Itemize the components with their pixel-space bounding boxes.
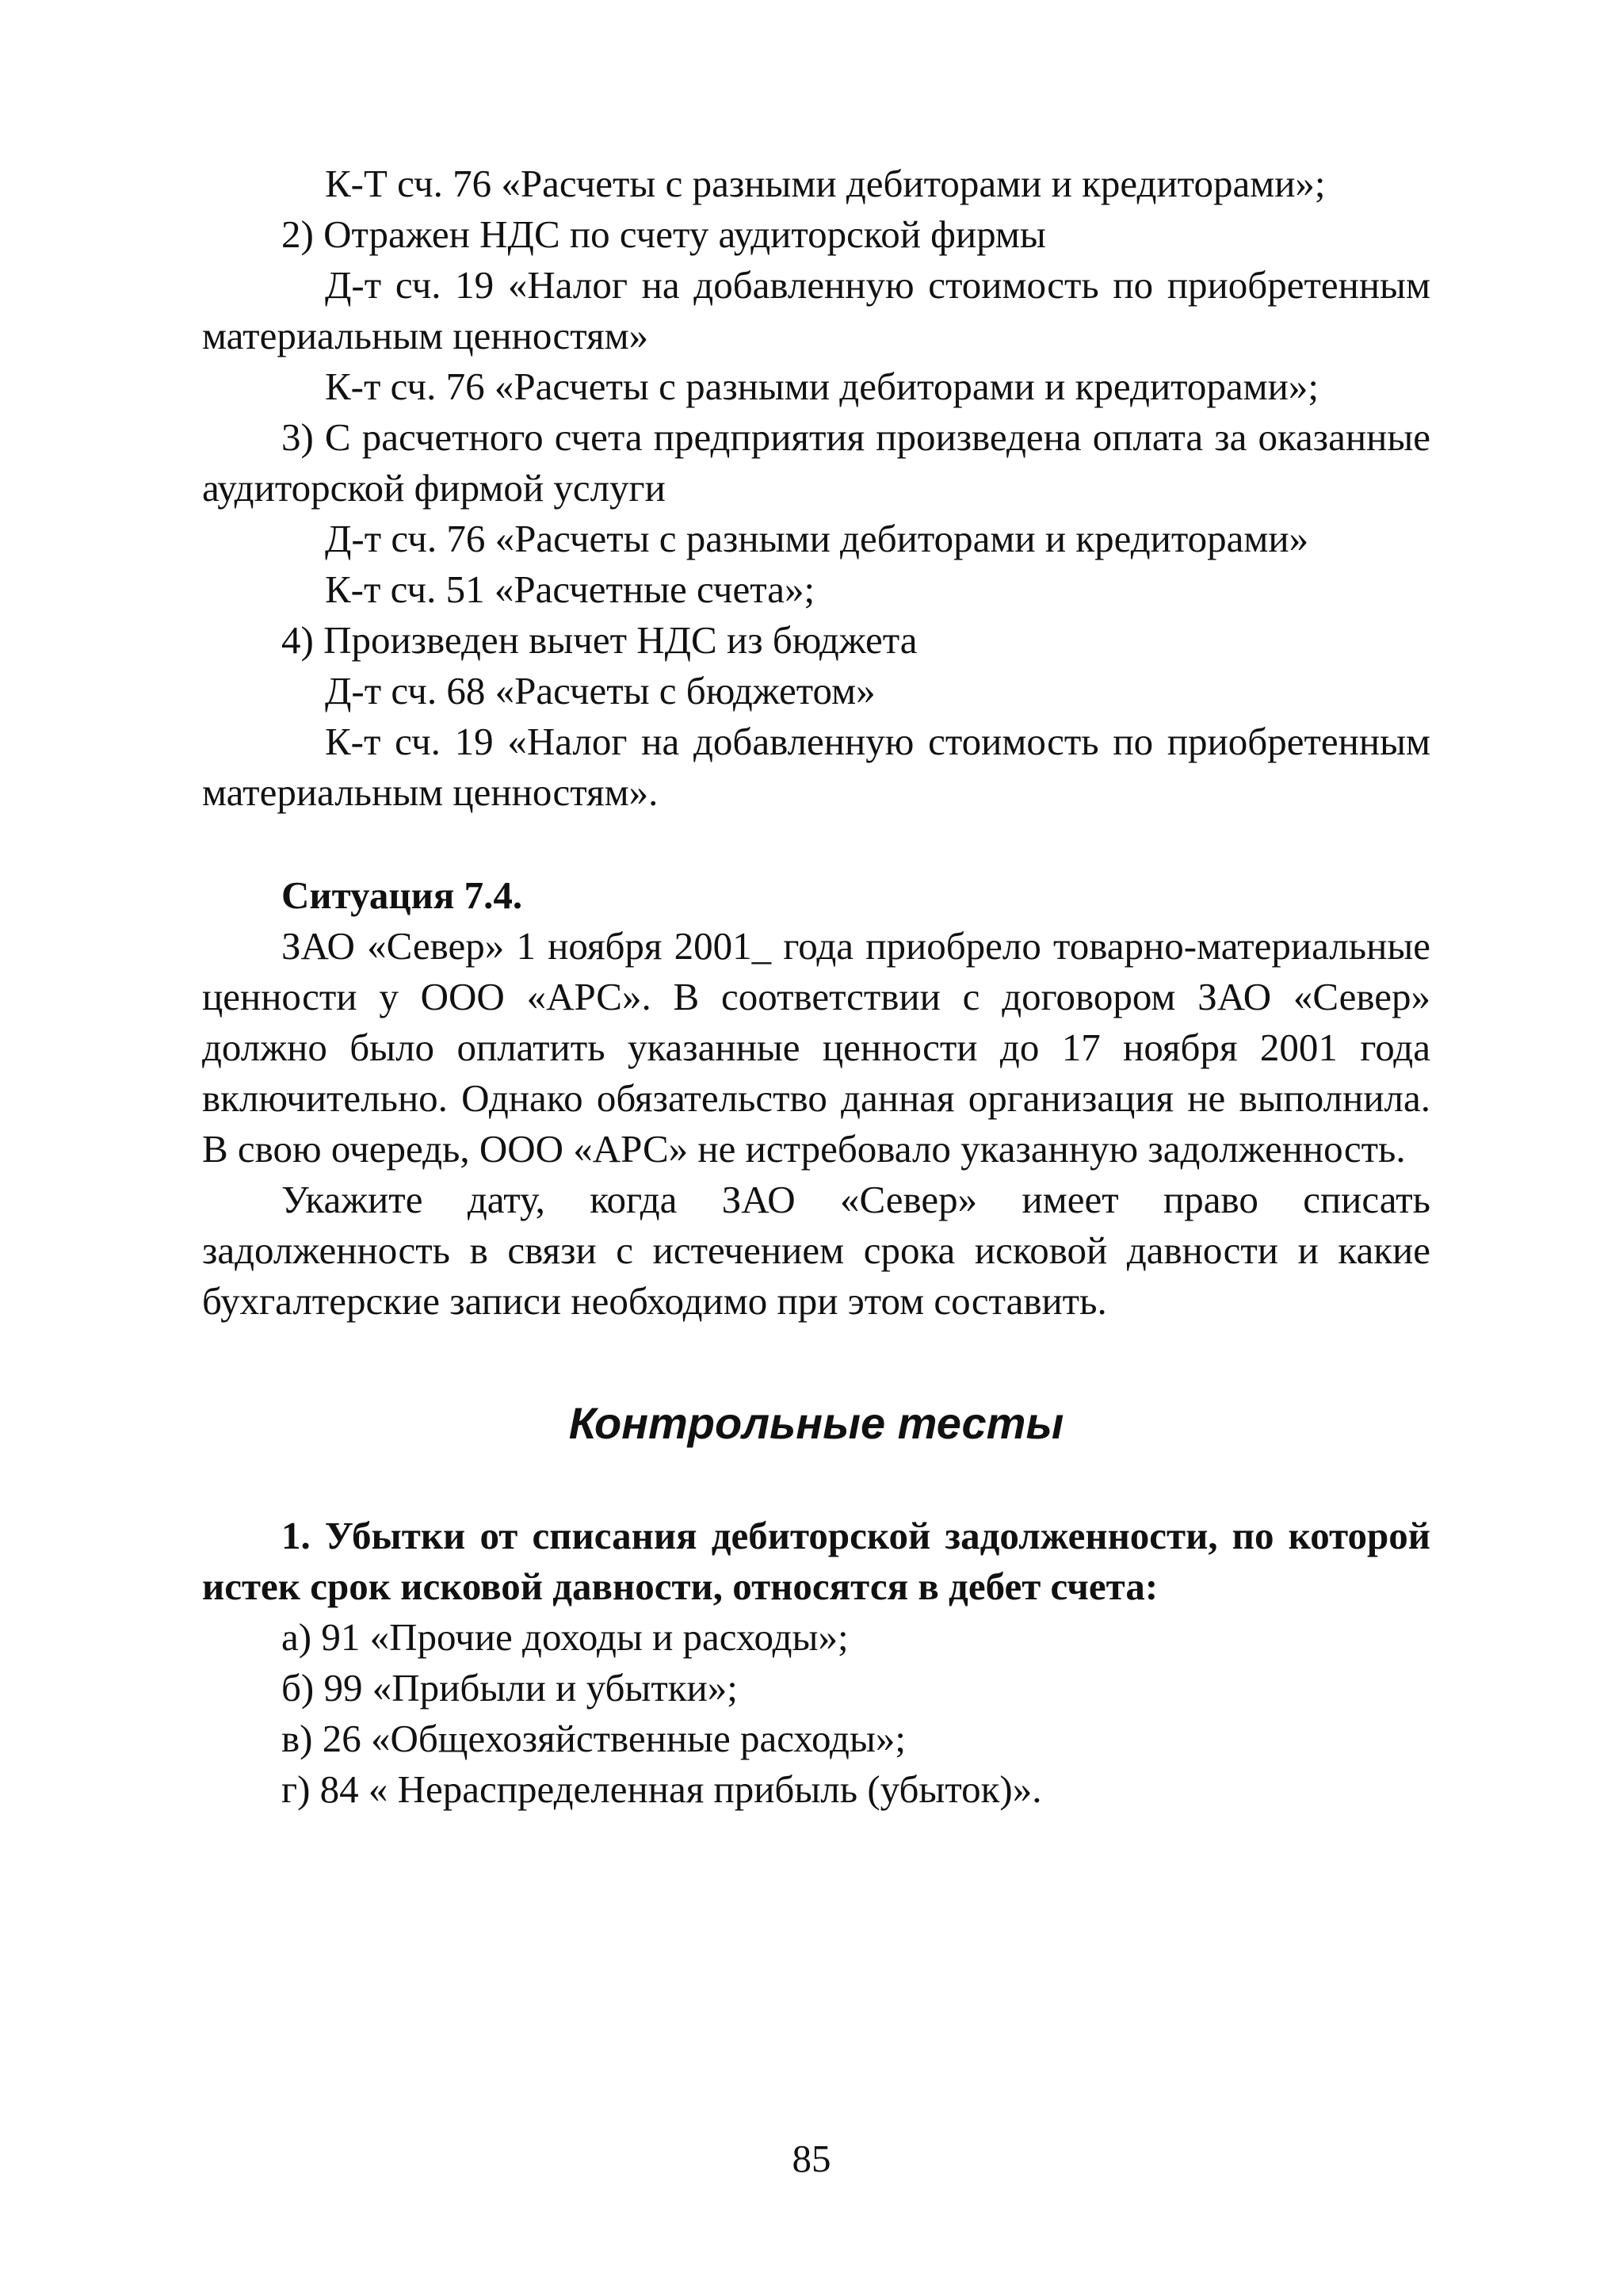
entry-step-2: 2) Отражен НДС по счету аудиторской фирмы xyxy=(281,212,1046,256)
answer-option-b: б) 99 «Прибыли и убытки»; xyxy=(281,1666,738,1710)
journal-entries xyxy=(202,159,1430,1327)
situation-title: Ситуация 7.4. xyxy=(281,873,523,917)
entry-step-4: 4) Произведен вычет НДС из бюджета xyxy=(281,618,918,662)
entry-credit-19: К-т сч. 19 «Налог на добавленную стоимость по приобретенным материальным ценностям». xyxy=(202,720,1430,814)
entry-debit-76: Д-т сч. 76 «Расчеты с разными дебиторами и кредиторами» xyxy=(325,517,1309,560)
entry-step-3: 3) С расчетного счета предприятия произведена оплата за оказанные аудиторской фирмой услуги xyxy=(202,415,1430,510)
entry-credit-76-second: К-т сч. 76 «Расчеты с разными дебиторами и кредиторами»; xyxy=(325,365,1319,408)
test-question-1: 1. Убытки от списания дебиторской задолженности, по которой истек срок исковой давности, относятся в дебет счета: xyxy=(202,1514,1430,1608)
entry-credit-51: К-т сч. 51 «Расчетные счета»; xyxy=(325,567,815,611)
entry-debit-19: Д-т сч. 19 «Налог на добавленную стоимость по приобретенным материальным ценностям» xyxy=(202,263,1430,357)
entry-credit-76: К-Т сч. 76 «Расчеты с разными дебиторами и кредиторами»; xyxy=(325,162,1326,205)
answer-option-c: в) 26 «Общехозяйственные расходы»; xyxy=(281,1717,907,1760)
situation-paragraph: ЗАО «Север» 1 ноября 2001_ года приобрело товарно-материальные ценности у ООО «АРС». В соответствии с договором ЗАО «Север» должно было оплатить указанные ценности до 17 ноября 2001 года включительно. Однако обязательство данная организация не выполнила. В свою очередь, ООО «АРС» не истребовало указанную задолженность. xyxy=(202,924,1430,1171)
section-heading: Контрольные тесты xyxy=(568,1398,1064,1448)
entry-debit-68: Д-т сч. 68 «Расчеты с бюджетом» xyxy=(325,669,876,712)
situation-task: Укажите дату, когда ЗАО «Север» имеет право списать задолженность в связи с истечением срока исковой давности и какие бухгалтерские записи необходимо при этом составить. xyxy=(202,1178,1430,1323)
answer-option-a: а) 91 «Прочие доходы и расходы»; xyxy=(281,1615,849,1659)
page-number: 85 xyxy=(792,2137,831,2180)
answer-option-d: г) 84 « Нераспределенная прибыль (убыток)». xyxy=(281,1767,1042,1811)
page-content xyxy=(202,159,1430,1815)
